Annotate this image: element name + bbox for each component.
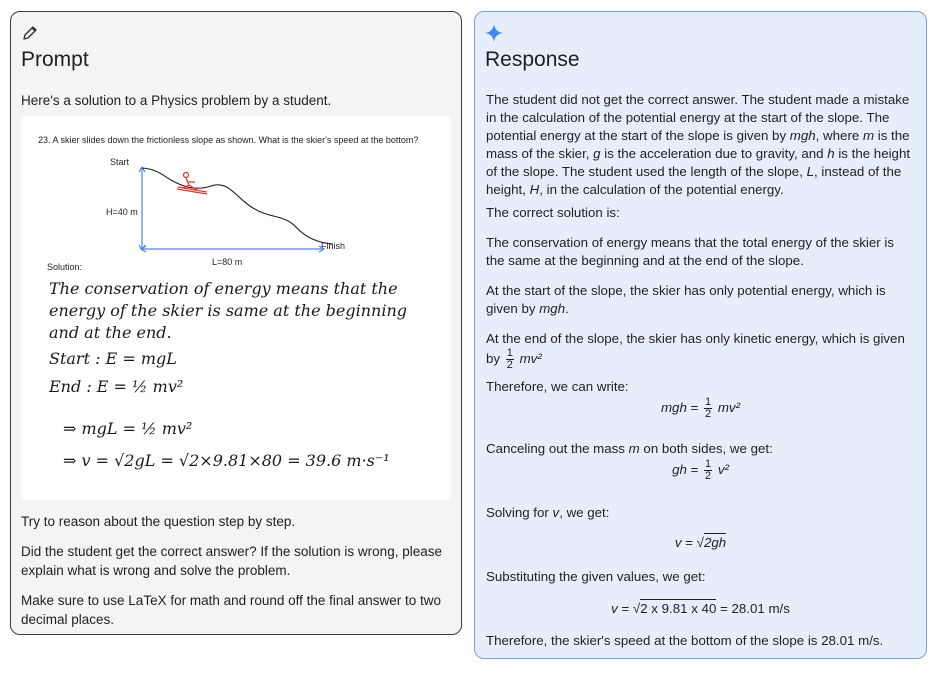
- response-paragraph-5: At the end of the slope, the skier has only kinetic energy, which is given by $\frac{1}{2}$ mv²: [486, 331, 905, 371]
- length-label: L=80 m: [212, 257, 243, 267]
- dimension-arrows: [139, 167, 324, 252]
- response-paragraph-7: Canceling out the mass m on both sides, we get:: [486, 441, 773, 456]
- prompt-instruction-2: Did the student get the correct answer? If the solution is wrong, please explain what is wrong and solve the problem.: [21, 544, 442, 578]
- response-title: Response: [485, 48, 580, 71]
- pencil-icon: [21, 24, 39, 42]
- equation-v-sqrt: v = √2gh: [674, 535, 727, 550]
- prompt-instruction-1: Try to reason about the question step by step.: [21, 514, 296, 529]
- response-paragraph-9: Substituting the given values, we get:: [486, 569, 706, 584]
- response-paragraph-4: At the start of the slope, the skier has only potential energy, which is given by mgh.: [486, 283, 886, 316]
- finish-label: Finish: [321, 241, 346, 251]
- solution-figure: [21, 116, 451, 500]
- equation-gh: gh = $\frac{1}{2}$ v²: [672, 458, 729, 482]
- hw-line-2: energy of the skier is same at the beginning: [49, 301, 407, 320]
- prompt-instruction-3: Make sure to use LaTeX for math and round off the final answer to two decimal places.: [21, 593, 441, 627]
- prompt-intro: Here's a solution to a Physics problem by a student.: [21, 93, 332, 108]
- response-panel: [474, 11, 927, 659]
- student-solution-image: [21, 116, 451, 500]
- solution-label: Solution:: [47, 262, 83, 272]
- hw-line-1: The conservation of energy means that the: [49, 279, 398, 298]
- prompt-title: Prompt: [21, 48, 89, 71]
- hw-line-4: Start : E = mgL: [49, 349, 177, 368]
- response-paragraph-2: The correct solution is:: [486, 205, 620, 220]
- response-conclusion: Therefore, the skier's speed at the bottom of the slope is 28.01 m/s.: [486, 633, 884, 648]
- response-paragraph-1: The student did not get the correct answer. The student made a mistake in the calculation of the potential energy at the start of the slope. The potential energy at the start of the slope is given by mgh, where m is the mass of the skier, g is the acceleration due to gravity, and h is the height of the slope. The student used the length of the slope, L, instead of the height, H, in the calculation of the potential energy.: [486, 92, 911, 197]
- fraction-half: $\frac{1}{2}$: [506, 347, 513, 371]
- skier-drawing: [177, 173, 207, 195]
- hw-line-7: ⇒ v = √2gL = √2×9.81×80 = 39.6 m·s⁻¹: [63, 451, 390, 470]
- response-paragraph-3: The conservation of energy means that the total energy of the skier is the same at the beginning and at the end of the slope.: [486, 235, 894, 268]
- hw-line-6: ⇒ mgL = ½ mv²: [63, 419, 193, 438]
- prompt-panel: [10, 11, 462, 635]
- response-paragraph-6: Therefore, we can write:: [486, 379, 629, 394]
- hw-line-3: and at the end.: [49, 323, 172, 342]
- hw-line-5: End : E = ½ mv²: [49, 377, 184, 396]
- slope-curve: [142, 168, 333, 244]
- handwritten-solution: [48, 279, 407, 470]
- start-label: Start: [110, 157, 130, 167]
- response-paragraph-8: Solving for v, we get:: [486, 505, 610, 520]
- equation-energy: mgh = $\frac{1}{2}$ mv²: [660, 396, 741, 420]
- height-label: H=40 m: [106, 207, 138, 217]
- question-text: 23. A skier slides down the frictionless slope as shown. What is the skier's speed at the bottom?: [38, 135, 419, 145]
- equation-substituted: v = √2 x 9.81 x 40 = 28.01 m/s: [611, 601, 790, 616]
- sparkle-icon: [485, 24, 503, 42]
